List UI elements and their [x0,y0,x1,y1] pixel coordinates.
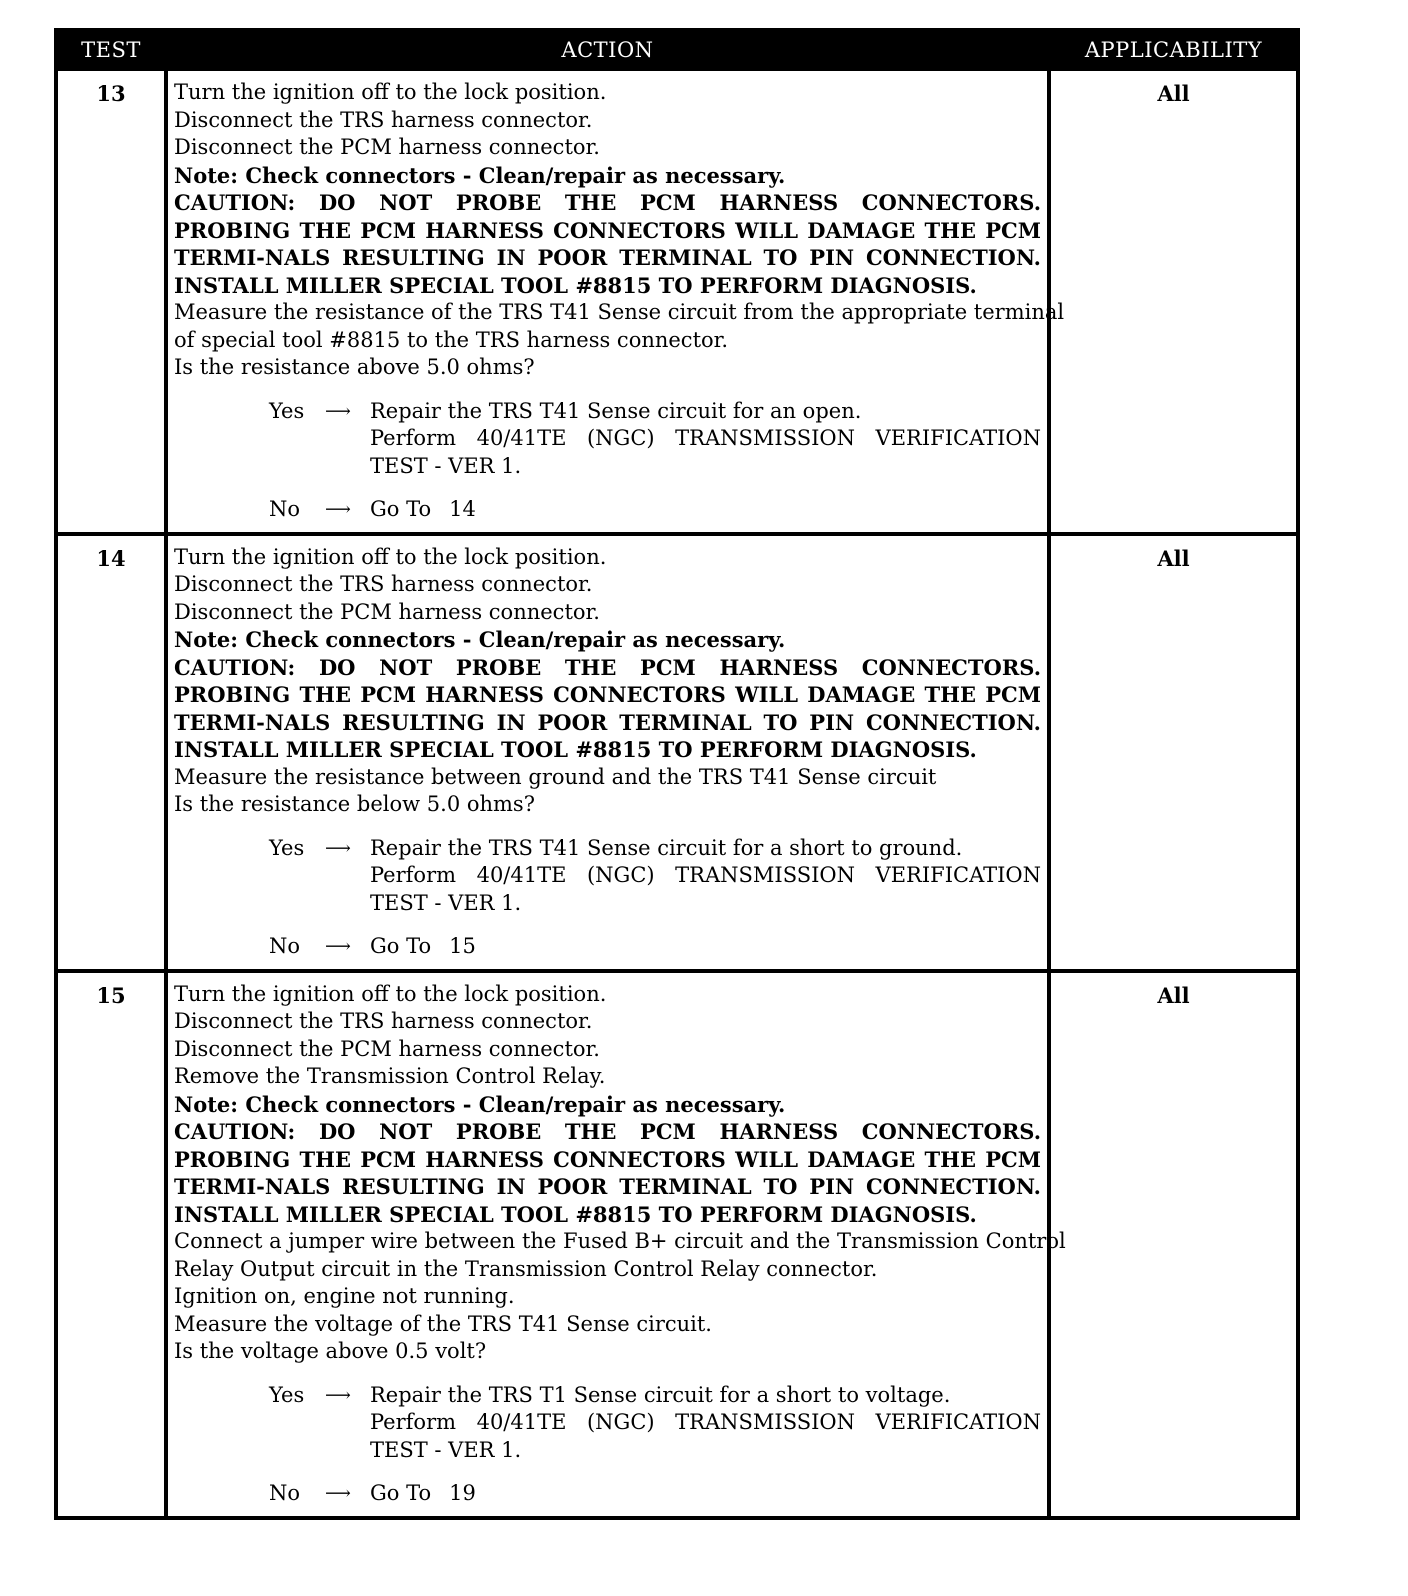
step-list [174,544,1041,627]
goto-label: Go To [370,497,432,521]
measure-text: Measure the resistance of the TRS T41 Sense circuit from the appropriate terminal [174,300,1065,324]
goto-number: 14 [449,497,476,521]
applicability-value: All [1049,69,1298,534]
table-row [56,69,1298,534]
measure-text: Is the voltage above 0.5 volt? [174,1339,487,1363]
no-label: No [269,1481,301,1505]
header-applicability: APPLICABILITY [1049,30,1298,69]
step-text: Disconnect the PCM harness connector. [174,135,600,159]
measure-text: Is the resistance below 5.0 ohms? [174,792,535,816]
applicability-value: All [1049,534,1298,971]
test-number: 14 [56,534,166,971]
caution-text: CAUTION: DO NOT PROBE THE PCM HARNESS CONNECTORS. PROBING THE PCM HARNESS CONNECTORS WILL DAMAGE THE PCM TERMI-NALS RESULTING IN POOR TERMINAL TO PIN CONNECTION. INSTALL MILLER SPECIAL TOOL #8815 TO PERFORM DIAGNOSIS. [174,654,1041,762]
header-action: ACTION [166,30,1049,69]
yes-text [370,835,1041,918]
action-cell [166,69,1065,534]
yes-line-2: Perform 40/41TE (NGC) TRANSMISSION VERIFICATION [370,426,1041,450]
measure-text: Ignition on, engine not running. [174,1284,515,1308]
note-text: Note: Check connectors - Clean/repair as necessary. [174,162,786,188]
goto-text [370,933,1041,961]
yes-line-3: TEST - VER 1. [370,1437,522,1462]
goto-text [370,1480,1041,1508]
note-text: Note: Check connectors - Clean/repair as necessary. [174,1091,786,1117]
measure-list [174,1228,1066,1366]
measure-text: Measure the voltage of the TRS T41 Sense circuit. [174,1311,712,1336]
measure-text: Connect a jumper wire between the Fused B+ circuit and the Transmission Control [174,1229,1066,1253]
yes-label: Yes [269,398,305,423]
no-answer [269,496,1041,524]
goto-text [370,496,1041,524]
yes-line-1: Repair the TRS T41 Sense circuit for an open. [370,398,862,423]
step-text: Turn the ignition off to the lock position. [174,544,607,569]
measure-list [174,299,1065,382]
no-label: No [269,497,301,521]
measure-text: Measure the resistance between ground and the TRS T41 Sense circuit [174,764,937,789]
action-cell [166,534,1049,971]
test-table [54,28,1300,1520]
test-number: 13 [56,69,166,534]
table-row [56,534,1298,971]
yes-answer [269,398,1041,481]
goto-number: 15 [449,934,476,958]
action-cell [166,971,1066,1518]
step-text: Disconnect the TRS harness connector. [174,572,593,596]
no-label: No [269,934,301,958]
right-arrow-icon: ⟶ [325,1483,351,1504]
answers [269,1382,1041,1508]
step-list [174,79,1041,162]
step-text: Disconnect the TRS harness connector. [174,107,593,132]
diagnostic-test-table [54,28,1296,1520]
applicability-value: All [1049,971,1298,1518]
measure-text: Relay Output circuit in the Transmission Control Relay connector. [174,1256,878,1281]
measure-text: Is the resistance above 5.0 ohms? [174,355,535,379]
right-arrow-icon: ⟶ [325,936,351,957]
right-arrow-icon: ⟶ [325,400,351,422]
caution-text: CAUTION: DO NOT PROBE THE PCM HARNESS CONNECTORS. PROBING THE PCM HARNESS CONNECTORS WILL DAMAGE THE PCM TERMI-NALS RESULTING IN POOR TERMINAL TO PIN CONNECTION. INSTALL MILLER SPECIAL TOOL #8815 TO PERFORM DIAGNOSIS. [174,190,1041,298]
goto-number: 19 [449,1481,476,1505]
yes-label: Yes [269,1382,305,1407]
goto-label: Go To [370,934,432,958]
no-answer [269,933,1041,961]
yes-text [370,1382,1041,1465]
yes-line-3: TEST - VER 1. [370,890,522,915]
yes-answer [269,835,1041,918]
table-row [56,971,1298,1518]
goto-label: Go To [370,1481,432,1505]
measure-text: of special tool #8815 to the TRS harness connector. [174,327,729,352]
step-text: Turn the ignition off to the lock position. [174,80,607,104]
yes-line-1: Repair the TRS T1 Sense circuit for a short to voltage. [370,1382,951,1407]
step-text: Disconnect the PCM harness connector. [174,1036,600,1061]
yes-text [370,398,1041,481]
yes-line-1: Repair the TRS T41 Sense circuit for a short to ground. [370,835,963,860]
header-test: TEST [56,30,166,69]
yes-line-2: Perform 40/41TE (NGC) TRANSMISSION VERIFICATION [370,1410,1041,1434]
right-arrow-icon: ⟶ [325,499,351,520]
test-number: 15 [56,971,166,1518]
step-text: Disconnect the TRS harness connector. [174,1009,593,1033]
no-answer [269,1480,1041,1508]
yes-line-3: TEST - VER 1. [370,453,522,478]
yes-label: Yes [269,835,305,860]
caution-text: CAUTION: DO NOT PROBE THE PCM HARNESS CONNECTORS. PROBING THE PCM HARNESS CONNECTORS WILL DAMAGE THE PCM TERMI-NALS RESULTING IN POOR TERMINAL TO PIN CONNECTION. INSTALL MILLER SPECIAL TOOL #8815 TO PERFORM DIAGNOSIS. [174,1119,1041,1227]
step-text: Remove the Transmission Control Relay. [174,1064,606,1088]
step-text: Turn the ignition off to the lock position. [174,981,607,1006]
answers [269,398,1041,524]
right-arrow-icon: ⟶ [325,1384,351,1406]
yes-line-2: Perform 40/41TE (NGC) TRANSMISSION VERIFICATION [370,863,1041,887]
note-text: Note: Check connectors - Clean/repair as necessary. [174,627,786,652]
step-text: Disconnect the PCM harness connector. [174,599,600,624]
right-arrow-icon: ⟶ [325,837,351,859]
table-header-row [56,30,1298,69]
yes-answer [269,1382,1041,1465]
answers [269,835,1041,961]
step-list [174,981,1041,1091]
measure-list [174,764,1041,819]
